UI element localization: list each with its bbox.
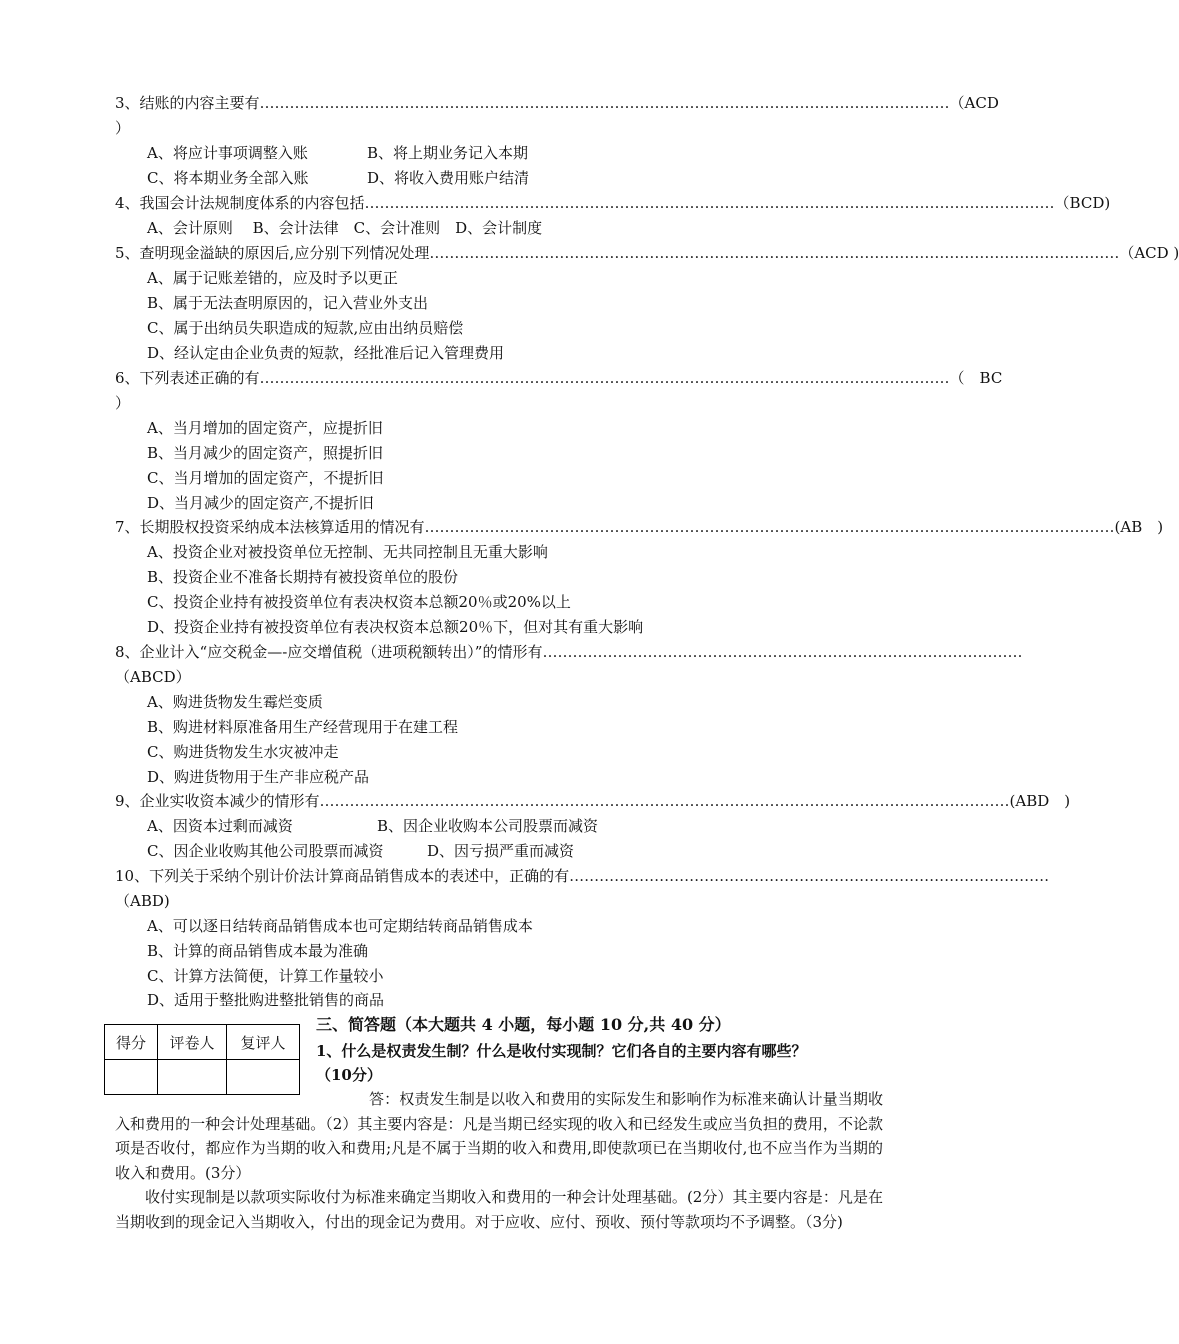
option: B、将上期业务记入本期 [367, 144, 529, 162]
grader-header: 评卷人 [158, 1025, 227, 1060]
option: B、属于无法查明原因的，记入营业外支出 [147, 294, 429, 312]
question-3-tail: ） [115, 119, 131, 137]
question-7-stem [115, 515, 1164, 539]
leader-dots: ………………………………………………………………………………………………………………………… [259, 94, 950, 112]
question-text: 10、下列关于采纳个别计价法计算商品销售成本的表述中，正确的有 [115, 867, 570, 885]
question-8-stem [115, 640, 1023, 664]
option: C、计算方法简便，计算工作量较小 [147, 967, 384, 985]
question-3-options-row [147, 166, 883, 190]
option: A、属于记账差错的，应及时予以更正 [147, 269, 398, 287]
option: C、属于出纳员失职造成的短款,应由出纳员赔偿 [147, 319, 464, 337]
section-title: 三、简答题（本大题共 4 小题，每小题 10 分,共 40 分） [316, 1015, 731, 1034]
question-8-tail: （ABCD） [115, 668, 191, 686]
option: B、计算的商品销售成本最为准确 [147, 942, 369, 960]
leader-dots: ………………………………………………………………………………………………………………………… [319, 792, 1010, 810]
option: A、可以逐日结转商品销售成本也可定期结转商品销售成本 [147, 917, 533, 935]
option: C、因企业收购其他公司股票而减资 [147, 842, 384, 860]
question-text: 3、结账的内容主要有 [115, 94, 260, 112]
question-text: 8、企业计入“应交税金—-应交增值税（进项税额转出）”的情形有 [115, 643, 543, 661]
option: B、投资企业不准备长期持有被投资单位的股份 [147, 568, 459, 586]
option: A、投资企业对被投资单位无控制、无共同控制且无重大影响 [147, 543, 548, 561]
question-3-stem [115, 91, 999, 115]
option: A、购进货物发生霉烂变质 [147, 693, 323, 711]
score-table [104, 1024, 300, 1095]
short-answer-question-1: 1、什么是权责发生制？什么是收付实现制？它们各自的主要内容有哪些？ [316, 1042, 807, 1060]
score-header: 得分 [105, 1025, 158, 1060]
option: D、当月减少的固定资产,不提折旧 [147, 494, 374, 512]
option: A、当月增加的固定资产，应提折旧 [147, 419, 383, 437]
question-answer: （ACD [949, 94, 999, 112]
question-text: 5、查明现金溢缺的原因后,应分别下列情况处理 [115, 244, 430, 262]
question-answer: (AB ) [1114, 518, 1164, 536]
answer-paragraph-2: 收付实现制是以款项实际收付为标准来确定当期收入和费用的一种会计处理基础。(2分）其主要内容是：凡是在当期收到的现金记入当期收入，付出的现金记为费用。对于应收、应付、预收、预付等款项均不予调整。（3分) [115, 1188, 883, 1231]
question-10-stem [115, 864, 1050, 888]
question-text: 7、长期股权投资采纳成本法核算适用的情况有 [115, 518, 425, 536]
question-5-stem [115, 241, 1179, 265]
short-answer-question-1-points: （10分） [316, 1066, 382, 1084]
leader-dots: ………………………………………………………………………………………………………………………… [259, 369, 950, 387]
option: B、当月减少的固定资产，照提折旧 [147, 444, 384, 462]
question-answer: (ABD ) [1009, 792, 1071, 810]
answer-paragraph-1: 答：权责发生制是以收入和费用的实际发生和影响作为标准来确认计量当期收入和费用的一种会计处理基础。（2）其主要内容是：凡是当期已经实现的收入和已经发生或应当负担的费用，不论款项是否收付，都应作为当期的收入和费用;凡是不属于当期的收入和费用,即使款项已在当期收付,也不应当作为当期的收入和费用。(3分） [115, 1090, 883, 1182]
question-9-options-row [147, 814, 883, 838]
option: C、投资企业持有被投资单位有表决权资本总额20％或20%以上 [147, 593, 571, 611]
option: A、因资本过剩而减资 [147, 817, 293, 835]
option: D、经认定由企业负责的短款，经批准后记入管理费用 [147, 344, 505, 362]
question-text: 9、企业实收资本减少的情形有 [115, 792, 320, 810]
option: C、将本期业务全部入账 [147, 169, 309, 187]
question-10-tail: （ABD) [115, 892, 170, 910]
question-6-stem [115, 366, 1003, 390]
question-9-stem [115, 789, 1071, 813]
option: D、适用于整批购进整批销售的商品 [147, 991, 385, 1009]
option: D、将收入费用账户结清 [367, 169, 530, 187]
question-3-options-row [147, 141, 883, 165]
leader-dots: ………………………………………………………………………………………………………………………… [364, 194, 1055, 212]
question-answer: （ BC [949, 369, 1003, 387]
question-6-tail: ） [115, 394, 131, 412]
question-answer: （BCD) [1054, 194, 1111, 212]
question-9-options-row [147, 839, 883, 863]
option: C、当月增加的固定资产，不提折旧 [147, 469, 384, 487]
question-answer: （ACD ) [1119, 244, 1179, 262]
leader-dots: ………………………………………………………………………………………………………………………… [429, 244, 1120, 262]
leader-dots: ………………………………………………………………………………………………………………………… [424, 518, 1115, 536]
reviewer-header: 复评人 [227, 1025, 300, 1060]
question-4-options: A、会计原则 B、会计法律 C、会计准则 D、会计制度 [147, 219, 543, 237]
leader-dots: …………………………………………………………………………………… [542, 643, 1023, 661]
option: D、因亏损严重而减资 [427, 842, 575, 860]
option: B、购进材料原准备用生产经营现用于在建工程 [147, 718, 459, 736]
option: B、因企业收购本公司股票而减资 [377, 817, 599, 835]
leader-dots: …………………………………………………………………………………… [569, 867, 1050, 885]
question-4-stem [115, 191, 1111, 215]
question-text: 6、下列表述正确的有 [115, 369, 260, 387]
question-text: 4、我国会计法规制度体系的内容包括 [115, 194, 365, 212]
option: D、购进货物用于生产非应税产品 [147, 768, 370, 786]
option: A、将应计事项调整入账 [147, 144, 308, 162]
option: D、投资企业持有被投资单位有表决权资本总额20％下，但对其有重大影响 [147, 618, 644, 636]
option: C、购进货物发生水灾被冲走 [147, 743, 339, 761]
